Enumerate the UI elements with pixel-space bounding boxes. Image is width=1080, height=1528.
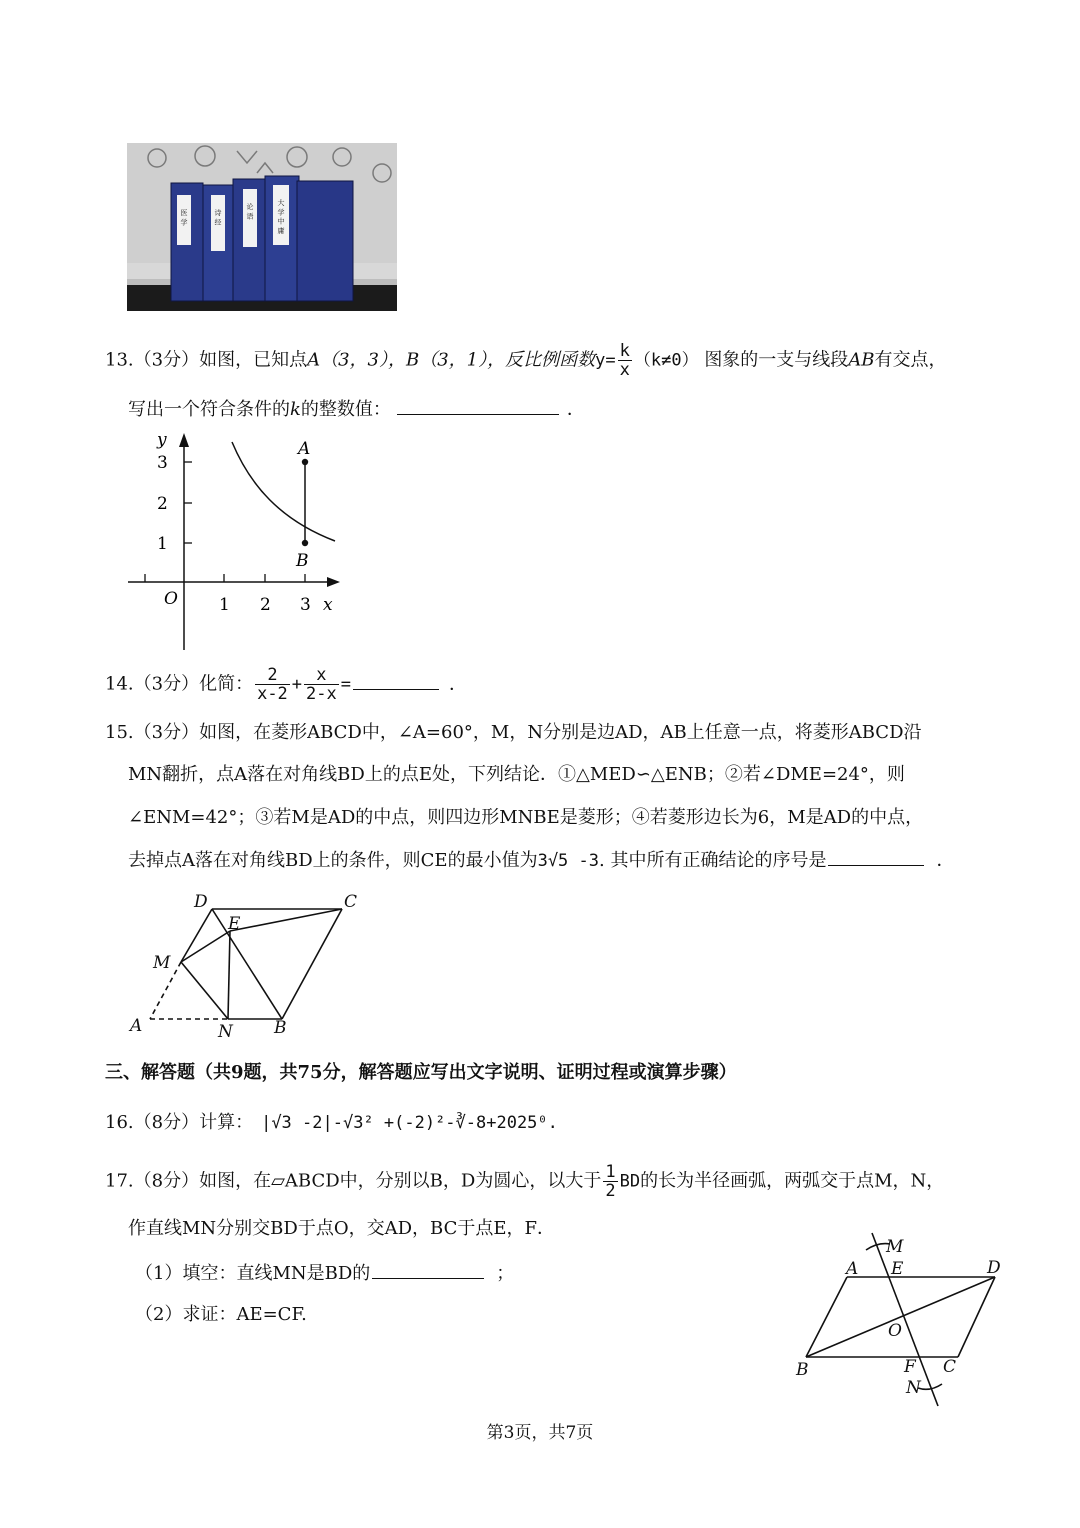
q13-ab: AB [848,349,875,371]
q14-period: ． [449,673,468,695]
label-d: D [987,1258,1001,1278]
book-title: 诗 经 [214,209,222,226]
q13-func-num: k [619,341,630,361]
q13-func-y: y= [595,350,616,371]
y-tick-1: 1 [157,534,168,554]
q15-answer-blank[interactable] [828,847,924,866]
q13-suffix: 图象的一支与线段 [704,349,849,371]
q13-k: k [290,399,301,420]
q14-frac2 [304,666,339,703]
q15-line4-b: . 其中所有正确结论的序号是 [599,850,827,871]
q13-point-b: B（3，1），反比例函数 [405,349,596,371]
label-b: B [296,551,309,571]
x-tick-1: 1 [219,595,230,615]
q15-figure [120,885,380,1045]
y-tick-2: 2 [157,494,168,514]
y-label: y [157,430,167,450]
label-m: M [886,1237,904,1257]
q17-line1-b: 的长为半径画弧，两弧交于点M，N， [640,1170,945,1192]
diagonal-db [212,909,282,1019]
edge-cb [282,909,342,1019]
label-c: C [943,1357,957,1377]
origin-label: O [164,589,178,609]
q15-line1: 15.（3分）如图，在菱形ABCD中，∠A=60°，M，N分别是边AD，AB上任意一点，将菱形ABCD沿 [105,722,922,743]
label-a: A [846,1259,859,1279]
q17-figure [790,1228,1010,1410]
segment-ec [230,909,342,931]
q17-half [603,1163,617,1200]
q13-point-a: A（3，3）， [307,349,406,371]
book-title: 医 学 [180,209,188,226]
q13-func-cond: （k≠0） [633,350,699,371]
label-c: C [344,892,358,912]
q14-f1-den: x-2 [257,684,288,704]
label-n: N [218,1022,233,1042]
segment-me [181,931,230,962]
q17-sub1-end: ； [496,1263,515,1284]
q16-prefix: 16.（8分）计算： [105,1112,254,1133]
q14-f2-den: 2-x [306,684,337,704]
q17-sub2: （2）求证：AE=CF. [135,1304,307,1325]
q17-line2: 作直线MN分别交BD于点O，交AD，BC于点E，F． [128,1218,555,1239]
hyperbola-curve [232,442,335,541]
q15-line4-math: 3√5 -3 [537,851,599,871]
q17-bd: BD [619,1171,641,1192]
q17-half-den: 2 [605,1181,616,1201]
q14-prefix: 14.（3分）化简： [105,673,254,695]
q13-line2-text: 写出一个符合条件的 [128,399,290,420]
q14-answer-blank[interactable] [353,671,439,690]
q13-line1 [105,342,947,379]
q14-f2-num: x [304,666,339,685]
line-mn [872,1233,938,1406]
q14-line [105,666,467,703]
book-title: 论 语 [246,203,254,220]
point-a [302,459,308,465]
q15-period: ． [936,850,955,871]
x-tick-2: 2 [260,595,271,615]
label-b: B [274,1018,287,1038]
segment-mn [181,962,228,1019]
q13-prefix: 13.（3分）如图，已知点 [105,349,308,371]
q15-line4-a: 去掉点A落在对角线BD上的条件，则CE的最小值为 [128,850,538,871]
q17-line1-a: 17.（8分）如图，在▱ABCD中，分别以B，D为圆心，以大于 [105,1170,602,1192]
point-b [302,540,308,546]
q14-plus: + [291,674,303,695]
q17-answer-blank[interactable] [372,1260,484,1279]
label-m: M [153,953,171,973]
edge-dm [181,909,212,962]
x-label: x [323,595,333,615]
x-tick-3: 3 [300,595,311,615]
q17-sub1 [135,1260,514,1287]
label-b: B [796,1360,809,1380]
edge-dc [958,1277,995,1357]
q14-eq: = [340,674,352,695]
segment-en [228,931,230,1019]
label-a: A [130,1016,143,1036]
label-o: O [888,1321,902,1341]
q17-sub1-text: （1）填空：直线MN是BD的 [135,1263,371,1284]
q13-line2 [128,396,585,423]
q13-line2-end: 的整数值： [300,399,391,420]
page-footer: 第3页，共7页 [486,1423,594,1443]
label-d: D [194,892,208,912]
q13-graph [120,425,350,655]
q13-end: 有交点， [874,349,947,371]
q15-line4 [128,847,954,874]
q17-half-num: 1 [605,1162,616,1182]
book-title: 大 学 中 庸 [277,199,285,234]
label-f: F [904,1357,916,1377]
q14-frac1 [255,666,290,703]
q13-func-frac [618,342,632,379]
y-axis-arrow [179,433,189,447]
section-3-heading: 三、解答题（共9题，共75分，解答题应写出文字说明、证明过程或演算步骤） [105,1062,737,1083]
q16-expression: |√3 -2|-√3² +(-2)²-∛-8+2025⁰. [261,1113,558,1133]
y-tick-3: 3 [157,453,168,473]
q13-period: ． [566,399,585,420]
label-e: E [228,914,241,934]
label-e: E [891,1259,904,1279]
q16-line [105,1110,558,1136]
q13-func-den: x [619,360,630,380]
q17-line1 [105,1163,944,1200]
label-n: N [906,1378,921,1398]
q13-answer-blank[interactable] [397,396,559,415]
books-photo [127,143,397,311]
q14-f1-num: 2 [255,666,290,685]
x-axis-arrow [327,577,340,587]
diagonal-bd [806,1277,995,1357]
q15-line3: ∠ENM=42°；③若M是AD的中点，则四边形MNBE是菱形；④若菱形边长为6，M是AD的中点， [128,807,924,828]
edge-ba [806,1277,847,1357]
q15-line2: MN翻折，点A落在对角线BD上的点E处，下列结论．①△MED∽△ENB；②若∠DME=24°，则 [128,764,905,785]
label-a: A [298,439,311,459]
